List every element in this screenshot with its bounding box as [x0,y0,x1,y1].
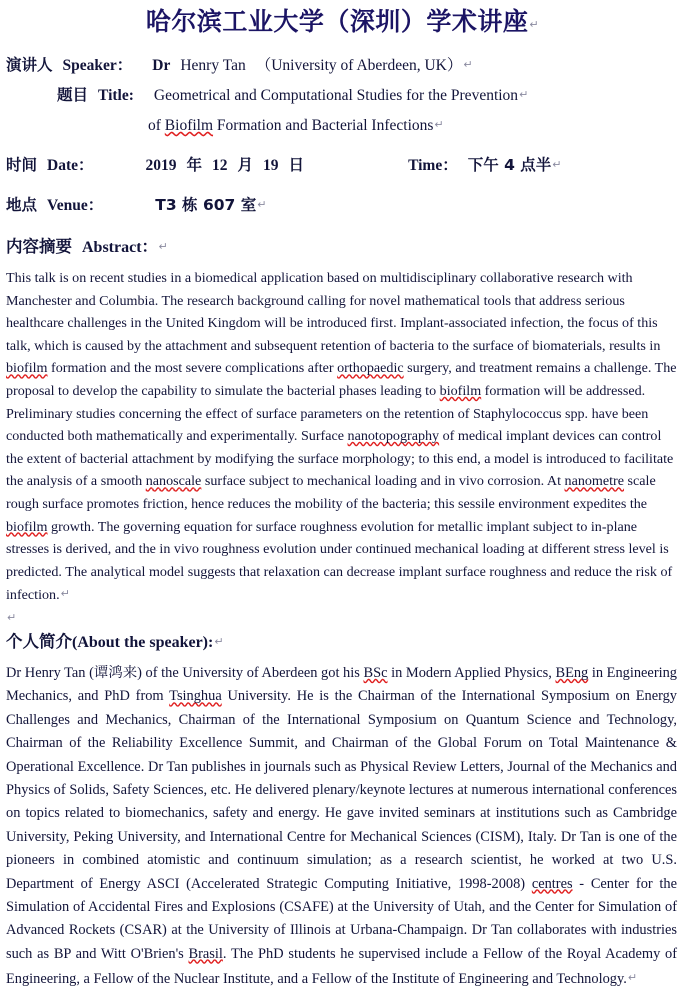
pilcrow-mark: ↵ [519,88,529,101]
date-day-unit: 日 [288,156,305,174]
abstract-misspelled-nanoscale: nanoscale [145,473,202,490]
date-day: 19 [263,157,279,174]
abstract-heading-cjk: 内容摘要 [6,237,72,256]
abstract-misspelled-nanometre: nanometre [564,473,625,490]
pilcrow-mark: ↵ [7,610,17,624]
date-en-label: Date： [47,157,94,174]
abstract-misspelled-biofilm-1: biofilm [6,360,48,377]
page-title [0,7,685,40]
bio-text-1: Dr Henry Tan (谭鸿来) of the University of Aberdeen got his [6,664,364,681]
page-title-text: 哈尔滨工业大学（深圳）学术讲座 [145,7,529,36]
pilcrow-mark: ↵ [214,634,224,648]
venue-cjk-label: 地点 [6,196,38,214]
talk-title-line-1: Geometrical and Computational Studies for the Prevention [153,87,519,104]
bio-text-4: University. He is the Chairman of the International Symposium on Energy Challenges and Mechanics, Chairman of the International Symposium on Quantum Science and Technology, Chairman of the Reliability Excellence Summit, and Chairman of the Global Forum on Total Maintenance & Operational Excellence. Dr Tan publishes in journals such as Physical Review Letters, Journal of the Mechanics and Physics of Solids, Safety Sciences, etc. He delivered plenary/keynote lectures at numerous international conferences on topics related to biomechanics, safety and energy. He gave invited seminars at institutions such as Cambridge University, Peking University, and International Centre for Mechanical Sciences (CISM), Italy. Dr Tan is one of the pioneers in combined atomistic and continuum simulation; as a research scientist, he worked at two U.S. Department of Energy ASCI (Accelerated Strategic Computing Initiative, 1998-2008) [6,688,677,892]
bio-misspelled-bsc: BSc [363,664,388,681]
pilcrow-mark: ↵ [257,198,267,211]
abstract-misspelled-biofilm-3: biofilm [6,518,48,535]
date-row [0,150,685,180]
speaker-row [0,50,685,80]
pilcrow-mark: ↵ [627,971,638,985]
abstract-heading-en: Abstract： [82,239,158,256]
pilcrow-mark: ↵ [529,18,540,31]
abstract-text-2: formation and the most severe complications after [47,360,338,377]
bio-text-5: - Center for the Simulation of Accidental Fires and Explosions (CSAFE) at the University of Utah, and the Center for Simulation of Advanced Rockets (CSAR) at the University of Illinois at Urbana-Champaign. Dr Tan collaborates with industries such as BP and Witt O'Brien's [6,875,677,962]
abstract-misspelled-biofilm-2: biofilm [439,382,482,399]
date-year: 2019 [145,157,177,174]
abstract-text-3: surgery, and treatment remains a challenge. The proposal to develop the capability to simulate the bacterial phases leading to [6,360,677,399]
abstract-text-4: formation will be addressed. Preliminary studies concerning the effect of surface parameters on the retention of Staphylococcus spp. have been conducted both mathematically and experimentally. Surface [6,382,649,445]
talk-title-row-1 [0,80,685,110]
pilcrow-mark: ↵ [60,587,70,601]
document-page [0,7,685,989]
pilcrow-mark: ↵ [158,240,168,253]
speaker-cjk-label: 演讲人 [6,56,53,74]
title-cjk-label: 题目 [57,86,89,104]
speaker-en-label: Speaker： [62,57,133,74]
bio-misspelled-brasil: Brasil [188,945,223,962]
date-cjk-label: 时间 [6,156,38,174]
speaker-title-prefix: Dr [152,57,171,74]
date-month: 12 [212,157,228,174]
abstract-text-8: growth. The governing equation for surface roughness evolution for metallic implant subject to in-plane stresses is derived, and the in vivo roughness evolution under continued mechanical loading at different stress level is predicted. The analytical model suggests that relaxation can decrease implant surface roughness and reduce the risk of infection. [6,518,673,604]
abstract-misspelled-nanotopography: nanotopography [347,428,440,445]
title-en-label: Title: [98,87,134,104]
pilcrow-mark: ↵ [552,158,562,171]
speaker-name: Henry Tan [180,57,246,74]
pilcrow-mark: ↵ [434,118,444,131]
venue-row [0,190,685,220]
talk-title-line-2-prefix: of [148,117,165,134]
bio-text-6: . The PhD students he supervised include a Fellow of the Royal Academy of Engineering, a Fellow of the Nuclear Institute, and a Fellow of the Institute of Engineering and Technology. [6,945,677,988]
date-month-unit: 月 [237,156,254,174]
bio-misspelled-centres: centres [531,875,573,892]
lecture-info-block [0,50,685,220]
venue-en-label: Venue： [47,197,104,214]
speaker-bio-heading-en: (About the speaker): [72,633,214,651]
talk-title-misspelled-word: Biofilm [164,117,214,134]
abstract-misspelled-orthopaedic: orthopaedic [337,360,404,377]
time-value: 下午 4 点半 [467,156,552,174]
abstract-heading [0,236,685,259]
speaker-affiliation: （University of Aberdeen, UK） [255,57,463,74]
venue-value: T3 栋 607 室 [155,196,257,214]
speaker-bio-heading-cjk: 个人简介 [6,631,72,651]
speaker-bio-paragraph [0,662,685,992]
abstract-text-5: of medical implant devices can control the extent of bacterial attachment by modifying the surface morphology; to this end, a model is introduced to facilitate the analysis of a smooth [6,428,674,490]
bio-text-2: in Modern Applied Physics, [387,664,556,681]
pilcrow-mark: ↵ [463,58,473,71]
bio-misspelled-tsinghua: Tsinghua [169,688,222,705]
abstract-text-6: surface subject to mechanical loading and in vivo corrosion. At [201,473,565,490]
abstract-paragraph [0,267,685,607]
abstract-text-7: scale rough surface promotes friction, hence reduces the mobility of the bacteria; this sessile environment expedites the [6,473,656,512]
speaker-bio-heading [0,631,685,654]
talk-title-row-2 [0,110,685,140]
bio-text-3: in Engineering Mechanics, and PhD from [6,664,678,705]
abstract-text-1: This talk is on recent studies in a biomedical application based on multidisciplinary collaborative research with Manchester and Columbia. The research background calling for novel mathematical tools that address serious healthcare challenges in the United Kingdom will be introduced first. Implant-associated infection, the focus of this talk, which is caused by the attachment and subsequent retention of bacteria to the surface of biomaterials, results in [6,270,661,354]
date-year-unit: 年 [186,156,203,174]
time-label: Time： [408,157,458,174]
bio-misspelled-beng: BEng [555,664,589,681]
talk-title-line-2-suffix: Formation and Bacterial Infections [213,117,434,134]
paragraph-spacer [0,607,685,629]
